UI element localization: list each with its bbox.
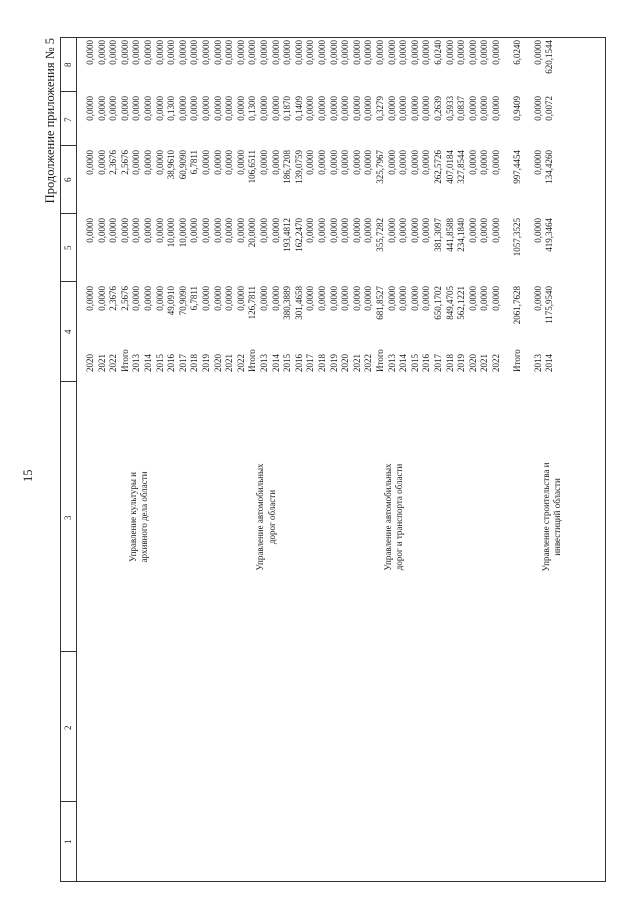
value-cell-c7: 0,0000 [421, 96, 432, 121]
value-cell-c5: 0,0000 [398, 218, 409, 243]
year-cell: 2017 [305, 354, 316, 372]
value-cell-c8: 0,0000 [479, 40, 490, 65]
value-cell-c5: 0,0000 [317, 218, 327, 243]
year-cell: Итого [375, 349, 385, 372]
year-cell: 2022 [235, 354, 246, 372]
col-line-1 [60, 801, 76, 802]
header-bottom-border [76, 37, 77, 882]
year-cell: 2013 [131, 354, 142, 372]
value-cell-c4: 0,0000 [351, 286, 362, 311]
year-cell: 2020 [212, 354, 223, 372]
value-cell-c4: 0,0000 [224, 286, 235, 311]
organization-label [128, 407, 151, 627]
value-cell-c8: 0,0000 [270, 40, 281, 65]
table-bottom-border [605, 37, 606, 882]
value-cell-c6: 139,0759 [293, 150, 304, 184]
value-cell-c7: 0,1409 [293, 96, 304, 121]
value-cell-c8: 0,0000 [456, 40, 467, 65]
value-cell-c5: 0,0000 [96, 218, 107, 243]
col-header-2: 2 [63, 725, 73, 730]
value-cell-c4: 0,0000 [154, 286, 165, 311]
value-cell-c8: 0,0000 [363, 40, 374, 65]
value-cell-c7: 0,0000 [235, 96, 246, 121]
value-cell-c5: 0,0000 [154, 218, 165, 243]
value-cell-c4: 0,0000 [340, 286, 351, 311]
value-cell-c5: 0,0000 [328, 218, 339, 243]
value-cell-c7: 0,0000 [409, 96, 420, 121]
value-cell-c7: 0,1300 [247, 96, 258, 121]
value-cell-c7: 0,0000 [201, 96, 211, 121]
value-cell-c6: 0,0000 [317, 150, 327, 175]
value-cell-c4: 0,0000 [386, 286, 397, 311]
year-cell: 2014 [143, 354, 153, 372]
year-cell: 2019 [201, 354, 211, 372]
value-cell-c5: 0,0000 [119, 218, 130, 243]
value-cell-c7: 0,0000 [212, 96, 223, 121]
value-cell-c6: 6,7811 [189, 150, 200, 175]
value-cell-c7: 0,0000 [177, 96, 188, 121]
organization-line: Управление автомобильных [255, 463, 266, 571]
organization-line: Управление строительства и [540, 462, 551, 572]
value-cell-c7: 0,0000 [532, 96, 543, 121]
value-cell-c5: 0,0000 [212, 218, 223, 243]
value-cell-c5: 0,0000 [491, 218, 501, 243]
value-cell-c7: 0,0000 [119, 96, 130, 121]
value-cell-c8: 0,0000 [119, 40, 130, 65]
year-cell: 2021 [224, 354, 235, 372]
value-cell-c6: 997,4454 [511, 150, 522, 184]
year-cell: 2019 [456, 354, 467, 372]
value-cell-c7: 0,0000 [154, 96, 165, 121]
value-cell-c7: 0,0000 [386, 96, 397, 121]
value-cell-c7: 0,0000 [479, 96, 490, 121]
value-cell-c6: 325,7967 [375, 150, 385, 184]
col-line-3 [60, 381, 76, 382]
value-cell-c6: 0,0000 [305, 150, 316, 175]
col-header-6: 6 [63, 177, 73, 182]
value-cell-c7: 0,0000 [108, 96, 119, 121]
value-cell-c8: 6,0240 [433, 40, 443, 65]
value-cell-c5: 0,0000 [340, 218, 351, 243]
year-cell: 2018 [444, 354, 455, 372]
value-cell-c5: 0,0000 [467, 218, 478, 243]
value-cell-c8: 0,0000 [351, 40, 362, 65]
year-cell: 2013 [259, 354, 269, 372]
value-cell-c7: 0,0000 [85, 96, 95, 121]
organization-line: инвестиций области [551, 478, 562, 556]
rotated-page [20, 22, 620, 882]
col-header-8: 8 [63, 62, 73, 67]
value-cell-c4: 2061,7628 [511, 286, 522, 325]
value-cell-c6: 327,8544 [456, 150, 467, 184]
value-cell-c4: 0,0000 [317, 286, 327, 311]
value-cell-c4: 0,0000 [491, 286, 501, 311]
value-cell-c6: 2,3676 [108, 150, 119, 175]
value-cell-c4: 0,0000 [259, 286, 269, 311]
col-line-5 [60, 213, 76, 214]
value-cell-c8: 0,0000 [491, 40, 501, 65]
value-cell-c7: 0,9409 [511, 96, 522, 121]
value-cell-c5: 0,0000 [85, 218, 95, 243]
value-cell-c6: 0,0000 [143, 150, 153, 175]
value-cell-c5: 355,7282 [375, 218, 385, 252]
value-cell-c4: 0,0000 [363, 286, 374, 311]
value-cell-c7: 0,0072 [544, 96, 555, 121]
value-cell-c5: 0,0000 [351, 218, 362, 243]
value-cell-c8: 0,0000 [409, 40, 420, 65]
annex-title: Продолжение приложения № 5 [43, 38, 57, 204]
value-cell-c6: 134,4260 [544, 150, 555, 184]
value-cell-c5: 0,0000 [235, 218, 246, 243]
value-cell-c8: 0,0000 [398, 40, 409, 65]
value-cell-c8: 0,0000 [224, 40, 235, 65]
value-cell-c4: 49,0910 [166, 286, 177, 316]
value-cell-c4: 0,0000 [201, 286, 211, 311]
value-cell-c4: 0,0000 [467, 286, 478, 311]
value-cell-c4: 681,8527 [375, 286, 385, 320]
value-cell-c4: 1175,9540 [544, 286, 555, 324]
value-cell-c5: 0,0000 [224, 218, 235, 243]
value-cell-c7: 0,2639 [433, 96, 443, 121]
value-cell-c5: 0,0000 [421, 218, 432, 243]
organization-line: архивного дела области [139, 471, 149, 563]
year-cell: 2020 [340, 354, 351, 372]
organization-line: дорог области [266, 489, 277, 545]
value-cell-c7: 0,1870 [282, 96, 293, 121]
value-cell-c8: 0,0000 [532, 40, 543, 65]
value-cell-c5: 193,4812 [282, 218, 293, 252]
col-line-7 [60, 91, 76, 92]
year-cell: 2021 [351, 354, 362, 372]
value-cell-c8: 0,0000 [96, 40, 107, 65]
value-cell-c6: 0,0000 [421, 150, 432, 175]
value-cell-c7: 0,3279 [375, 96, 385, 121]
value-cell-c5: 0,0000 [479, 218, 490, 243]
value-cell-c5: 1057,3525 [511, 218, 522, 257]
value-cell-c8: 0,0000 [386, 40, 397, 65]
value-cell-c6: 0,0000 [259, 150, 269, 175]
value-cell-c6: 0,0000 [351, 150, 362, 175]
value-cell-c4: 0,0000 [235, 286, 246, 311]
col-header-1: 1 [63, 839, 73, 844]
value-cell-c6: 0,0000 [491, 150, 501, 175]
value-cell-c7: 0,0837 [456, 96, 467, 121]
organization-line: дорог и транспорта области [394, 463, 405, 571]
value-cell-c7: 0,0000 [189, 96, 200, 121]
value-cell-c6: 0,0000 [386, 150, 397, 175]
value-cell-c8: 620,1544 [544, 40, 555, 74]
year-cell: 2016 [421, 354, 432, 372]
value-cell-c6: 0,0000 [201, 150, 211, 175]
value-cell-c5: 0,0000 [305, 218, 316, 243]
organization-line: Управление культуры и [127, 472, 138, 562]
value-cell-c8: 0,0000 [467, 40, 478, 65]
value-cell-c7: 0,5933 [444, 96, 455, 121]
value-cell-c5: 0,0000 [409, 218, 420, 243]
value-cell-c4: 0,0000 [270, 286, 281, 311]
value-cell-c6: 0,0000 [532, 150, 543, 175]
value-cell-c6: 407,0184 [444, 150, 455, 184]
value-cell-c7: 0,1300 [166, 96, 177, 121]
value-cell-c7: 0,0000 [363, 96, 374, 121]
year-cell: 2020 [467, 354, 478, 372]
col-line-2 [60, 651, 76, 652]
year-cell: 2017 [177, 354, 188, 372]
year-cell: 2016 [293, 354, 304, 372]
value-cell-c7: 0,0000 [340, 96, 351, 121]
value-cell-c8: 0,0000 [444, 40, 455, 65]
value-cell-c5: 10,0000 [177, 218, 188, 248]
value-cell-c4: 0,0000 [85, 286, 95, 311]
value-cell-c6: 0,0000 [131, 150, 142, 175]
value-cell-c8: 0,0000 [293, 40, 304, 65]
value-cell-c6: 0,0000 [212, 150, 223, 175]
value-cell-c6: 0,0000 [224, 150, 235, 175]
value-cell-c6: 262,5726 [433, 150, 443, 184]
value-cell-c4: 6,7811 [189, 286, 200, 311]
year-cell: Итого [247, 349, 258, 372]
organization-label [255, 407, 278, 627]
value-cell-c6: 0,0000 [328, 150, 339, 175]
col-header-3: 3 [63, 515, 73, 520]
value-cell-c4: 2,5676 [119, 286, 130, 311]
value-cell-c7: 0,0000 [328, 96, 339, 121]
value-cell-c6: 38,9610 [166, 150, 177, 180]
col-header-5: 5 [63, 245, 73, 250]
value-cell-c6: 0,0000 [398, 150, 409, 175]
value-cell-c6: 106,6511 [247, 150, 258, 184]
value-cell-c8: 0,0000 [247, 40, 258, 65]
year-cell: 2017 [433, 354, 443, 372]
value-cell-c8: 0,0000 [189, 40, 200, 65]
value-cell-c4: 0,0000 [305, 286, 316, 311]
value-cell-c5: 0,0000 [363, 218, 374, 243]
value-cell-c6: 0,0000 [96, 150, 107, 175]
col-line-left [60, 881, 605, 882]
value-cell-c6: 0,0000 [85, 150, 95, 175]
value-cell-c7: 0,0000 [351, 96, 362, 121]
value-cell-c8: 0,0000 [235, 40, 246, 65]
year-cell: 2016 [166, 354, 177, 372]
value-cell-c4: 0,0000 [328, 286, 339, 311]
value-cell-c4: 2,3676 [108, 286, 119, 311]
value-cell-c6: 0,0000 [363, 150, 374, 175]
value-cell-c7: 0,0000 [305, 96, 316, 121]
year-cell: 2022 [491, 354, 501, 372]
year-cell: 2021 [479, 354, 490, 372]
value-cell-c5: 0,0000 [108, 218, 119, 243]
value-cell-c8: 0,0000 [259, 40, 269, 65]
value-cell-c4: 70,9090 [177, 286, 188, 316]
value-cell-c6: 0,0000 [270, 150, 281, 175]
value-cell-c8: 0,0000 [375, 40, 385, 65]
value-cell-c4: 0,0000 [398, 286, 409, 311]
value-cell-c8: 0,0000 [143, 40, 153, 65]
value-cell-c8: 0,0000 [282, 40, 293, 65]
year-cell: 2018 [317, 354, 327, 372]
value-cell-c8: 0,0000 [305, 40, 316, 65]
value-cell-c6: 2,5676 [119, 150, 130, 175]
value-cell-c5: 0,0000 [201, 218, 211, 243]
value-cell-c4: 0,0000 [421, 286, 432, 311]
year-cell: 2013 [386, 354, 397, 372]
value-cell-c5: 0,0000 [259, 218, 269, 243]
value-cell-c5: 10,0000 [166, 218, 177, 248]
value-cell-c4: 849,4705 [444, 286, 455, 320]
value-cell-c5: 0,0000 [131, 218, 142, 243]
value-cell-c6: 186,7208 [282, 150, 293, 184]
value-cell-c8: 6,0240 [511, 40, 522, 65]
page-number: 15 [21, 469, 35, 482]
col-line-6 [60, 145, 76, 146]
year-cell: 2022 [363, 354, 374, 372]
year-cell: 2021 [96, 354, 107, 372]
year-cell: Итого [511, 349, 522, 372]
value-cell-c4: 0,0000 [131, 286, 142, 311]
year-cell: 2020 [85, 354, 95, 372]
col-line-4 [60, 281, 76, 282]
value-cell-c8: 0,0000 [212, 40, 223, 65]
value-cell-c4: 650,1702 [433, 286, 443, 320]
value-cell-c5: 0,0000 [386, 218, 397, 243]
value-cell-c8: 0,0000 [108, 40, 119, 65]
data-table [60, 37, 605, 882]
value-cell-c5: 0,0000 [189, 218, 200, 243]
value-cell-c6: 0,0000 [340, 150, 351, 175]
value-cell-c5: 0,0000 [143, 218, 153, 243]
value-cell-c6: 0,0000 [467, 150, 478, 175]
value-cell-c8: 0,0000 [85, 40, 95, 65]
value-cell-c7: 0,0000 [224, 96, 235, 121]
value-cell-c7: 0,0000 [491, 96, 501, 121]
value-cell-c4: 0,0000 [96, 286, 107, 311]
value-cell-c7: 0,0000 [131, 96, 142, 121]
value-cell-c8: 0,0000 [328, 40, 339, 65]
value-cell-c7: 0,0000 [467, 96, 478, 121]
value-cell-c8: 0,0000 [421, 40, 432, 65]
value-cell-c4: 0,0000 [212, 286, 223, 311]
col-header-4: 4 [63, 329, 73, 334]
value-cell-c6: 0,0000 [154, 150, 165, 175]
value-cell-c4: 0,0000 [409, 286, 420, 311]
value-cell-c5: 441,8588 [444, 218, 455, 252]
organization-line: Управление автомобильных [382, 463, 393, 571]
year-cell: 2015 [409, 354, 420, 372]
value-cell-c7: 0,0000 [259, 96, 269, 121]
value-cell-c7: 0,0000 [96, 96, 107, 121]
organization-label [383, 407, 406, 627]
value-cell-c7: 0,0000 [143, 96, 153, 121]
value-cell-c5: 0,0000 [532, 218, 543, 243]
value-cell-c7: 0,0000 [317, 96, 327, 121]
value-cell-c4: 0,0000 [143, 286, 153, 311]
value-cell-c5: 419,3464 [544, 218, 555, 252]
value-cell-c5: 381,3097 [433, 218, 443, 252]
value-cell-c8: 0,0000 [131, 40, 142, 65]
col-header-7: 7 [63, 117, 73, 122]
table-top-border [60, 37, 61, 882]
value-cell-c4: 0,0000 [532, 286, 543, 311]
value-cell-c6: 0,0000 [479, 150, 490, 175]
year-cell: 2014 [270, 354, 281, 372]
value-cell-c4: 0,0000 [479, 286, 490, 311]
value-cell-c5: 0,0000 [270, 218, 281, 243]
value-cell-c4: 126,7811 [247, 286, 258, 320]
value-cell-c4: 562,1221 [456, 286, 467, 320]
year-cell: 2015 [282, 354, 293, 372]
value-cell-c4: 301,4658 [293, 286, 304, 320]
value-cell-c5: 162,2470 [293, 218, 304, 252]
value-cell-c8: 0,0000 [201, 40, 211, 65]
year-cell: 2014 [398, 354, 409, 372]
value-cell-c7: 0,0000 [398, 96, 409, 121]
year-cell: 2018 [189, 354, 200, 372]
year-cell: 2014 [544, 354, 555, 372]
value-cell-c5: 234,1840 [456, 218, 467, 252]
year-cell: 2013 [532, 354, 543, 372]
organization-label [541, 407, 564, 627]
value-cell-c7: 0,0000 [270, 96, 281, 121]
value-cell-c5: 20,0000 [247, 218, 258, 248]
value-cell-c6: 0,0000 [235, 150, 246, 175]
value-cell-c6: 60,9090 [177, 150, 188, 180]
value-cell-c8: 0,0000 [177, 40, 188, 65]
value-cell-c8: 0,0000 [317, 40, 327, 65]
col-line-right [60, 37, 605, 38]
value-cell-c4: 380,3889 [282, 286, 293, 320]
value-cell-c6: 0,0000 [409, 150, 420, 175]
value-cell-c8: 0,0000 [154, 40, 165, 65]
year-cell: Итого [119, 349, 130, 372]
value-cell-c8: 0,0000 [166, 40, 177, 65]
value-cell-c8: 0,0000 [340, 40, 351, 65]
year-cell: 2019 [328, 354, 339, 372]
year-cell: 2015 [154, 354, 165, 372]
year-cell: 2022 [108, 354, 119, 372]
